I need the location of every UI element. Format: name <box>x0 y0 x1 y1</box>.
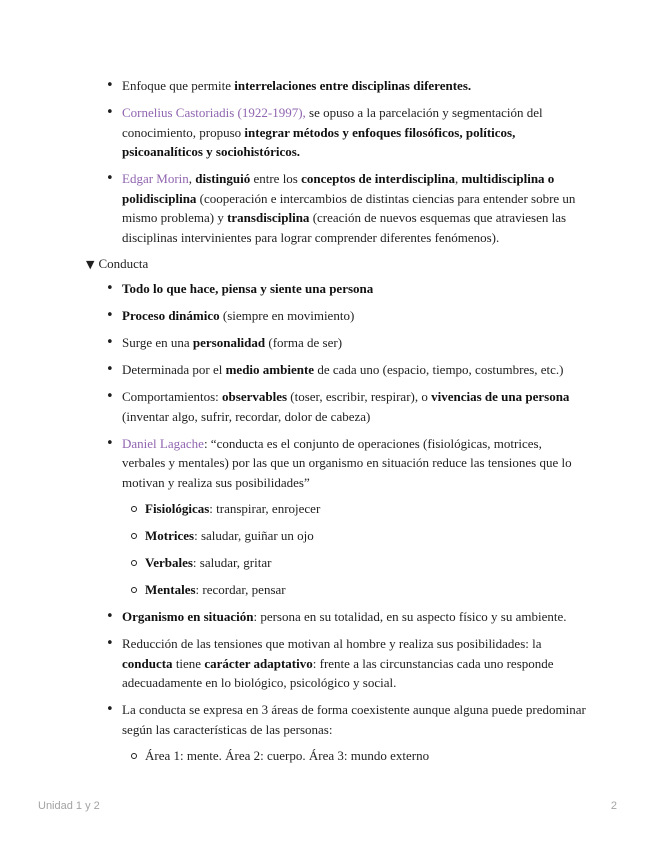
bold-text: Proceso dinámico <box>122 308 220 323</box>
text: : saludar, gritar <box>192 555 272 570</box>
text: : frente a las circunstancias cada uno responde adecuadamente en lo biológico, psicológico y social. <box>122 655 554 690</box>
list-item <box>86 279 586 299</box>
text: entre los <box>250 171 302 186</box>
text: (cooperación e intercambios de distintas ciencias para entender sobre un mismo problema) y <box>122 190 576 225</box>
bold-text: multidisciplina o polidisciplina <box>122 171 555 206</box>
toggle-triangle-icon[interactable]: ▼ <box>86 258 95 271</box>
bold-text: observables <box>222 389 288 404</box>
bold-text: interrelaciones entre disciplinas diferentes. <box>234 78 472 93</box>
bold-text: Verbales <box>145 555 193 570</box>
text: Comportamientos: <box>122 389 223 404</box>
list-item <box>86 333 586 353</box>
conducta-list <box>86 279 586 773</box>
bold-text: Todo lo que hace, piensa y siente una persona <box>122 281 374 296</box>
list-item <box>86 306 586 326</box>
text: , <box>454 171 462 186</box>
text: : transpirar, enrojecer <box>209 501 321 516</box>
sublist-item <box>122 499 586 519</box>
bold-text: Mentales <box>145 582 196 597</box>
castoriadis-link[interactable]: Cornelius Castoriadis (1922-1997), <box>122 105 306 120</box>
text: : saludar, guiñar un ojo <box>194 528 314 543</box>
text: : persona en su totalidad, en su aspecto físico y su ambiente. <box>253 609 567 624</box>
sublist-item <box>122 580 586 600</box>
list-item <box>86 700 586 766</box>
toggle-label: Conducta <box>98 256 149 271</box>
text: Enfoque que permite <box>122 78 235 93</box>
list-item <box>86 103 586 162</box>
bold-text: conceptos de interdisciplina <box>301 171 455 186</box>
interdisciplina-list <box>86 76 586 255</box>
list-item <box>86 387 586 426</box>
bold-text: conducta <box>122 655 173 671</box>
sublist-item <box>122 553 586 573</box>
text: : recordar, pensar <box>195 582 286 597</box>
footer-title: Unidad 1 y 2 <box>38 800 100 812</box>
text: (toser, escribir, respirar), o <box>287 389 432 404</box>
bold-text: carácter adaptativo <box>204 655 313 671</box>
list-item <box>86 169 586 247</box>
conducta-toggle[interactable] <box>86 254 586 275</box>
bold-text: transdisciplina <box>227 210 310 225</box>
sublist <box>122 746 586 766</box>
text: Área 1: mente. Área 2: cuerpo. Área 3: mundo externo <box>145 748 430 763</box>
text: (creación de nuevos esquemas que atraviesen las disciplinas intervinientes para lograr comprender diferentes fenómenos). <box>122 210 567 245</box>
list-item <box>86 360 586 380</box>
text: : “conducta es el conjunto de operaciones (fisiológicas, motrices, verbales y mentales) por las que un organismo en situación reduce las tensiones que lo motivan y realiza sus posibilidades” <box>122 435 572 490</box>
bold-text: integrar métodos y enfoques filosóficos, políticos, psicoanalíticos y sociohistóricos. <box>122 124 516 159</box>
text: (inventar algo, sufrir, recordar, dolor de cabeza) <box>122 408 371 424</box>
text: La conducta se expresa en 3 áreas de forma coexistente aunque alguna puede predominar según las características de las personas: <box>122 702 586 737</box>
text: se opuso a la parcelación y segmentación del conocimiento, propuso <box>122 105 543 140</box>
text: tiene <box>172 655 205 671</box>
text: , <box>188 171 196 186</box>
list-item <box>86 634 586 693</box>
sublist-item <box>122 746 586 766</box>
sublist <box>122 499 586 600</box>
bold-text: Motrices <box>145 528 195 543</box>
bold-text: vivencias de una persona <box>431 389 570 404</box>
lagache-link[interactable]: Daniel Lagache <box>122 435 204 451</box>
list-item <box>86 76 586 96</box>
sublist-item <box>122 526 586 546</box>
bold-text: personalidad <box>192 335 266 350</box>
text: Determinada por el <box>122 362 226 377</box>
bold-text: distinguió <box>195 171 251 186</box>
list-item <box>86 607 586 627</box>
text: (forma de ser) <box>265 335 343 350</box>
text: Reducción de las tensiones que motivan al hombre y realiza sus posibilidades: la <box>122 636 542 651</box>
page-number: 2 <box>610 800 617 812</box>
bold-text: medio ambiente <box>225 362 315 377</box>
bold-text: Organismo en situación <box>122 609 254 624</box>
bold-text: Fisiológicas <box>145 501 210 516</box>
text: (siempre en movimiento) <box>219 308 355 323</box>
list-item <box>86 434 586 600</box>
text: Surge en una <box>122 335 193 350</box>
morin-link[interactable]: Edgar Morin <box>122 171 189 186</box>
text: de cada uno (espacio, tiempo, costumbres, etc.) <box>314 362 564 377</box>
